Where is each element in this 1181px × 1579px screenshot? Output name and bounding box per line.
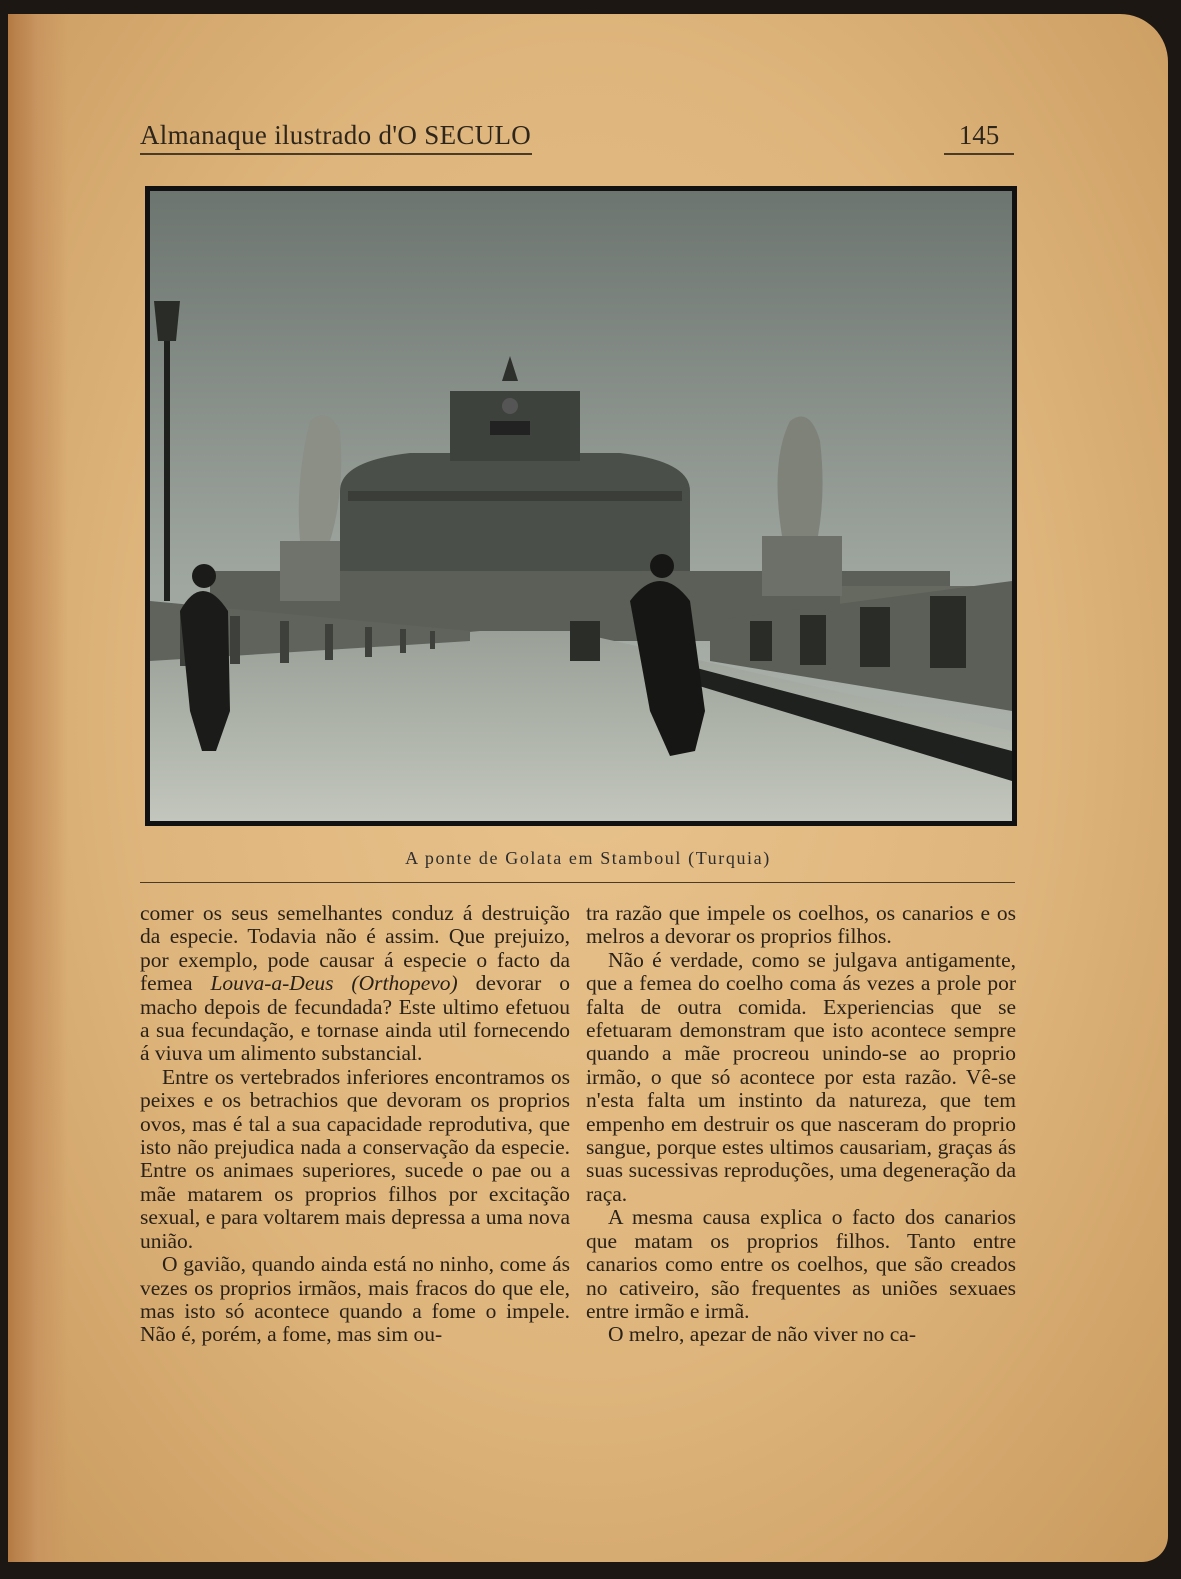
- paragraph: A mesma causa explica o facto dos canarios que matam os proprios filhos. Tanto entre canarios como entre os coelhos, que são creados no cativeiro, são frequentes as uniões sexuaes entre irmão e irmã.: [586, 1205, 1016, 1323]
- paragraph: O melro, apezar de não viver no ca-: [608, 1322, 917, 1347]
- bridge-photograph: [145, 186, 1017, 826]
- paragraph-text: comer os seus semelhantes conduz á destruição da especie. Todavia não é assim. Que prejuizo, por exemplo, pode causar á especie o facto da femea: [140, 901, 570, 996]
- book-page: [8, 14, 1168, 1562]
- paragraph: O gavião, quando ainda está no ninho, come ás vezes os proprios irmãos, mais fracos do que ele, mas isto só acontece quando a fome o impele. Não é, porém, a fome, mas sim ou-: [140, 1252, 570, 1347]
- paragraph-text: devorar o macho depois de fecundada? Este ultimo efetuou a sua fecundação, e tornase ainda util fornecendo á viuva um alimento substancial.: [140, 971, 571, 1066]
- page-number: 145: [944, 120, 1014, 155]
- paragraph: Não é verdade, como se julgava antigamente, que a femea do coelho coma ás vezes a prole por falta de outra comida. Experiencias que se efetuaram demonstram que isto acontece sempre quando a mãe procreou unindo-se ao proprio irmão, o que só acontece por esta razão. Vê-se n'esta falta um instinto da natureza, que tem empenho em destruir os que nasceram do proprio sangue, porque estes ultimos causariam, graças ás suas sucessivas reproduções, uma degeneração da raça.: [586, 947, 1016, 1206]
- paragraph: [140, 902, 570, 1066]
- species-name: Louva-a-Deus (Orthopevo): [210, 971, 458, 996]
- paragraph: tra razão que impele os coelhos, os canarios e os melros a devorar os proprios filhos.: [586, 901, 1016, 949]
- caption-divider: [140, 882, 1015, 883]
- paragraph: Entre os vertebrados inferiores encontramos os peixes e os betrachios que devoram os proprios ovos, mas é tal a sua capacidade reprodutiva, que isto não prejudica nada a conservação da especie. Entre os animaes superiores, sucede o pae ou a mãe matarem os proprios filhos por excitação sexual, e para voltarem mais depressa a uma nova união.: [140, 1064, 570, 1253]
- bridge-photo-illustration: [150, 191, 1012, 821]
- photo-caption: A ponte de Golata em Stamboul (Turquia): [405, 848, 771, 868]
- article-column-left: [140, 902, 570, 1347]
- article-column-right: [586, 902, 1016, 1347]
- running-header-title: Almanaque ilustrado d'O SECULO: [140, 120, 532, 155]
